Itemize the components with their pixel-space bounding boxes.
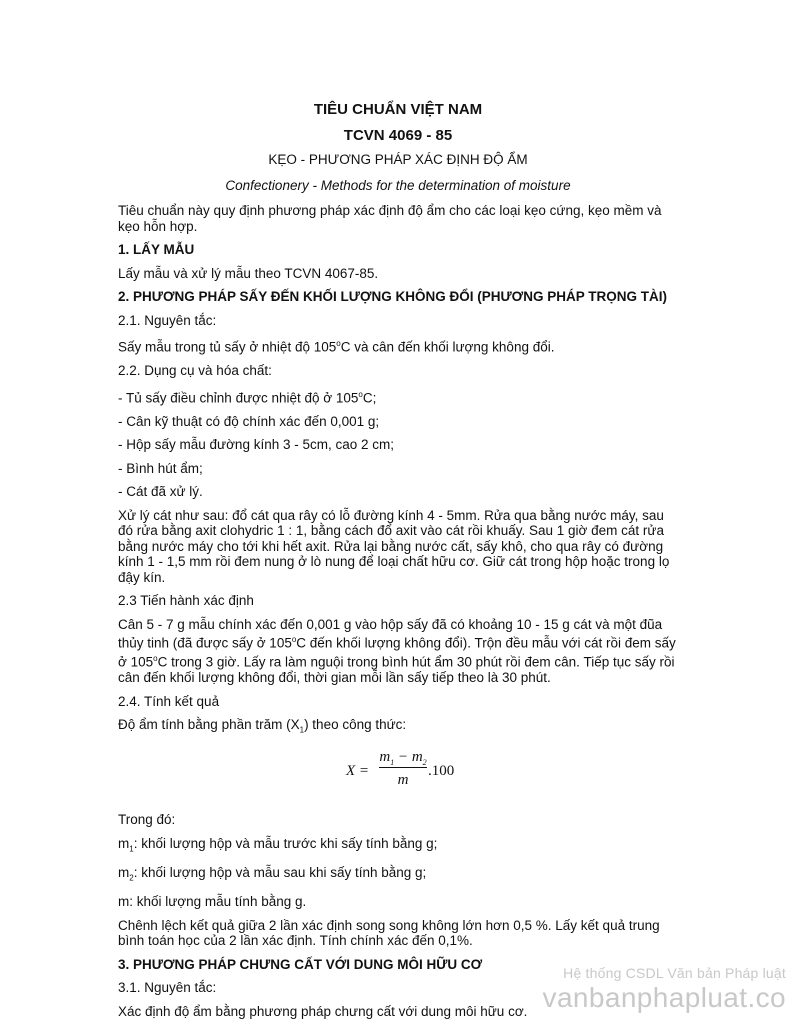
moisture-formula	[118, 748, 678, 804]
section1-body: Lấy mẫu và xử lý mẫu theo TCVN 4067-85.	[118, 265, 379, 281]
num-sub2: 2	[422, 758, 427, 768]
def1-sub: 1	[129, 844, 134, 854]
watermark	[543, 965, 786, 1015]
s23-body	[118, 617, 678, 686]
s22-item-sand: - Cát đã xử lý.	[118, 484, 203, 499]
num-m2: m	[411, 749, 423, 766]
definition-m1	[118, 836, 678, 857]
title-vietnamese: KẸO - PHƯƠNG PHÁP XÁC ĐỊNH ĐỘ ẨM	[268, 152, 528, 167]
s23-c: C trong 3 giờ. Lấy ra làm nguội trong bình hút ẩm 30 phút rồi đem cân. Tiếp tục sấy rồi cân đến khối lượng không đổi, thời gian mỗi lần sấy tiếp theo là 30 phút.	[118, 654, 675, 685]
degree-mark: o	[358, 389, 363, 399]
standard-code: TCVN 4069 - 85	[343, 126, 453, 144]
where-label: Trong đó:	[118, 812, 176, 828]
s21-title: 2.1. Nguyên tắc:	[118, 312, 217, 328]
s21-body	[118, 336, 678, 355]
formula-denominator: m	[397, 772, 409, 789]
formula-multiplier: .100	[428, 763, 455, 780]
s22-item1-a: - Tủ sấy điều chỉnh được nhiệt độ ở 105	[118, 390, 359, 405]
s22-item-dish: - Hộp sấy mẫu đường kính 3 - 5cm, cao 2 cm;	[118, 437, 394, 452]
num-m1: m	[379, 749, 391, 766]
s24-intro-a: Độ ẩm tính bằng phần trăm (X	[118, 717, 300, 732]
title-english: Confectionery - Methods for the determination of moisture	[225, 177, 571, 193]
s23-b: C đến khối lượng không đổi). Trộn đều mẫu với cát rồi đem sấy ở 105	[118, 635, 676, 670]
s23-title: 2.3 Tiến hành xác định	[118, 593, 254, 608]
section2-heading: 2. PHƯƠNG PHÁP SẤY ĐẾN KHỐI LƯỢNG KHÔNG ĐỔI (PHƯƠNG PHÁP TRỌNG TÀI)	[118, 289, 667, 304]
degree-mark: o	[291, 635, 297, 644]
num-minus: −	[394, 749, 412, 766]
s23-a: Cân 5 - 7 g mẫu chính xác đến 0,001 g vào hộp sấy đã có khoảng 10 - 15 g cát và một đũa thủy tinh (đã được sấy ở 105	[118, 616, 663, 651]
intro-paragraph: Tiêu chuẩn này quy định phương pháp xác định độ ẩm cho các loại kẹo cứng, kẹo mềm và kẹo hỗn hợp.	[118, 203, 662, 234]
tolerance-paragraph: Chênh lệch kết quả giữa 2 lần xác định song song không lớn hơn 0,5 %. Lấy kết quả trung bình toán học của 2 lần xác định. Tính chính xác đến 0,1%.	[118, 917, 660, 949]
formula-fraction	[379, 748, 427, 790]
def1-var: m	[118, 835, 130, 851]
s22-title: 2.2. Dụng cụ và hóa chất:	[118, 363, 272, 378]
s21-body-a: Sấy mẫu trong tủ sấy ở nhiệt độ 105	[118, 339, 337, 355]
s22-item-oven	[118, 387, 678, 406]
formula-lhs: X =	[346, 763, 370, 780]
num-sub1: 1	[390, 758, 395, 768]
watermark-line1: Hệ thống CSDL Văn bản Pháp luật	[563, 965, 786, 981]
s22-item1-b: C;	[362, 390, 377, 405]
document-page	[118, 98, 678, 1027]
def2-sub: 2	[129, 873, 134, 883]
degree-mark: o	[336, 339, 341, 348]
def2-text: : khối lượng hộp và mẫu sau khi sấy tính bằng g;	[133, 864, 427, 880]
definition-m2	[118, 865, 678, 886]
section3-heading: 3. PHƯƠNG PHÁP CHƯNG CẤT VỚI DUNG MÔI HỮU CƠ	[118, 956, 483, 972]
subscript: 1	[299, 725, 305, 735]
def1-text: : khối lượng hộp và mẫu trước khi sấy tính bằng g;	[133, 835, 438, 851]
definition-m: m: khối lượng mẫu tính bằng g.	[118, 894, 307, 910]
def2-var: m	[118, 864, 130, 880]
s24-title: 2.4. Tính kết quả	[118, 693, 220, 709]
s21-body-b: C và cân đến khối lượng không đổi.	[340, 339, 555, 355]
standard-name: TIÊU CHUẨN VIỆT NAM	[313, 101, 483, 118]
degree-mark: o	[153, 654, 158, 663]
s22-item-balance: - Cân kỹ thuật có độ chính xác đến 0,001 g;	[118, 413, 380, 429]
s22-sand-treatment: Xử lý cát như sau: đổ cát qua rây có lỗ đường kính 4 - 5mm. Rửa qua bằng nước máy, sau đó rửa bằng axit clohydric 1 : 1, bằng cách đổ axit vào cát rồi khuấy. Sau 1 giờ đem cát rửa bằng nước máy cho tới khi hết axit. Rửa lại bằng nước cất, sấy khô, cho qua rây có đường kính 1 - 1,5 mm rồi đem nung ở lò nung để loại chất hữu cơ. Giữ cát trong hộp hoặc trong lọ đậy kín.	[118, 507, 670, 585]
s31-title: 3.1. Nguyên tắc:	[118, 980, 217, 996]
section1-heading: 1. LẤY MẪU	[118, 242, 195, 257]
s22-item-desiccator: - Bình hút ẩm;	[118, 460, 203, 476]
s24-formula-intro	[118, 717, 678, 738]
s24-intro-b: ) theo công thức:	[304, 717, 407, 732]
formula-numerator	[379, 748, 427, 768]
s31-body: Xác định độ ẩm bằng phương pháp chưng cất với dung môi hữu cơ.	[118, 1003, 528, 1019]
watermark-site: vanbanphapluat.co	[542, 982, 786, 1013]
